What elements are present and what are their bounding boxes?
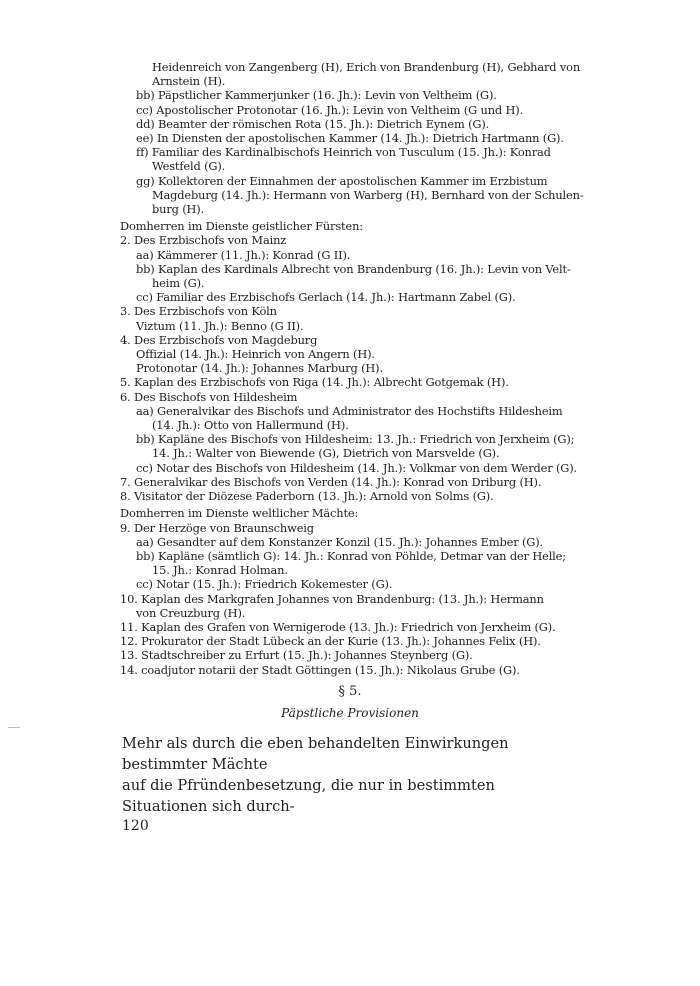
entry-line: cc) Familiar des Erzbischofs Gerlach (14. Jh.): Hartmann Zabel (G). bbox=[136, 290, 516, 305]
entry-line: Magdeburg (14. Jh.): Hermann von Warberg (H), Bernhard von der Schulen- bbox=[152, 187, 584, 202]
section-title: Päpstliche Provisionen bbox=[281, 706, 419, 720]
entry-line: von Creuzburg (H). bbox=[136, 605, 246, 620]
entry-line: Viztum (11. Jh.): Benno (G II). bbox=[136, 318, 304, 333]
entry-line: 9. Der Herzöge von Braunschweig bbox=[120, 520, 314, 535]
entry-line: bb) Kapläne (sämtlich G): 14. Jh.: Konrad von Pöhlde, Detmar van der Helle; bbox=[136, 548, 566, 563]
entry-line: heim (G). bbox=[152, 276, 205, 291]
entry-line: Domherren im Dienste weltlicher Mächte: bbox=[120, 506, 359, 521]
entry-line: bb) Päpstlicher Kammerjunker (16. Jh.): Levin von Veltheim (G). bbox=[136, 88, 497, 103]
body-paragraph bbox=[122, 733, 582, 817]
entry-line: aa) Kämmerer (11. Jh.): Konrad (G II). bbox=[136, 247, 351, 262]
entry-line: 2. Des Erzbischofs von Mainz bbox=[120, 233, 287, 248]
entry-line: 14. coadjutor notarii der Stadt Göttingen (15. Jh.): Nikolaus Grube (G). bbox=[120, 662, 520, 677]
section-number: § 5. bbox=[338, 684, 362, 699]
entry-line: Heidenreich von Zangenberg (H), Erich von Brandenburg (H), Gebhard von bbox=[152, 60, 581, 74]
body-line: auf die Pfründenbesetzung, die nur in bestimmten Situationen sich durch- bbox=[122, 777, 495, 815]
entry-line: bb) Kaplan des Kardinals Albrecht von Brandenburg (16. Jh.): Levin von Velt- bbox=[136, 261, 571, 276]
entry-line: 7. Generalvikar des Bischofs von Verden (14. Jh.): Konrad von Driburg (H). bbox=[120, 474, 542, 489]
entry-line: Offizial (14. Jh.): Heinrich von Angern (H). bbox=[136, 347, 375, 362]
entry-line: gg) Kollektoren der Einnahmen der apostolischen Kammer im Erzbistum bbox=[136, 173, 548, 188]
entry-line: 8. Visitator der Diözese Paderborn (13. Jh.): Arnold von Solms (G). bbox=[120, 489, 494, 504]
entry-line: 6. Des Bischofs von Hildesheim bbox=[120, 389, 298, 404]
entry-line: 11. Kaplan des Grafen von Wernigerode (13. Jh.): Friedrich von Jerxheim (G). bbox=[120, 619, 556, 634]
entry-line: cc) Notar des Bischofs von Hildesheim (14. Jh.): Volkmar von dem Werder (G). bbox=[136, 460, 578, 475]
entry-line: ee) In Diensten der apostolischen Kammer (14. Jh.): Dietrich Hartmann (G). bbox=[136, 131, 564, 146]
entry-line: Protonotar (14. Jh.): Johannes Marburg (H). bbox=[136, 361, 383, 376]
entry-line: 3. Des Erzbischofs von Köln bbox=[120, 304, 277, 319]
margin-mark bbox=[8, 727, 20, 728]
entry-line: Domherren im Dienste geistlicher Fürsten: bbox=[120, 219, 363, 234]
entry-line: Arnstein (H). bbox=[152, 74, 226, 89]
entry-line: 4. Des Erzbischofs von Magdeburg bbox=[120, 332, 318, 347]
entry-line: 13. Stadtschreiber zu Erfurt (15. Jh.): Johannes Steynberg (G). bbox=[120, 648, 473, 663]
entry-line: burg (H). bbox=[152, 202, 205, 217]
entry-line: Westfeld (G). bbox=[152, 159, 226, 174]
page-number: 120 bbox=[122, 818, 149, 834]
entry-line: bb) Kapläne des Bischofs von Hildesheim: 13. Jh.: Friedrich von Jerxheim (G); bbox=[136, 432, 575, 447]
entry-line: aa) Gesandter auf dem Konstanzer Konzil (15. Jh.): Johannes Ember (G). bbox=[136, 534, 543, 549]
entry-line: ff) Familiar des Kardinalbischofs Heinrich von Tusculum (15. Jh.): Konrad bbox=[136, 145, 551, 160]
entry-line: (14. Jh.): Otto von Hallermund (H). bbox=[152, 418, 349, 433]
entry-line: 5. Kaplan des Erzbischofs von Riga (14. Jh.): Albrecht Gotgemak (H). bbox=[120, 375, 509, 390]
entry-line: 15. Jh.: Konrad Holman. bbox=[152, 563, 288, 578]
entry-line: 12. Prokurator der Stadt Lübeck an der Kurie (13. Jh.): Johannes Felix (H). bbox=[120, 634, 541, 649]
entry-line: cc) Apostolischer Protonotar (16. Jh.): Levin von Veltheim (G und H). bbox=[136, 102, 524, 117]
entry-line: cc) Notar (15. Jh.): Friedrich Kokemester (G). bbox=[136, 577, 393, 592]
entry-line: dd) Beamter der römischen Rota (15. Jh.): Dietrich Eynem (G). bbox=[136, 116, 490, 131]
entry-list bbox=[120, 60, 582, 677]
entry-line: 10. Kaplan des Markgrafen Johannes von Brandenburg: (13. Jh.): Hermann bbox=[120, 591, 544, 606]
entry-line: aa) Generalvikar des Bischofs und Administrator des Hochstifts Hildesheim bbox=[136, 403, 563, 418]
body-line: Mehr als durch die eben behandelten Einwirkungen bestimmter Mächte bbox=[122, 735, 509, 773]
entry-line: 14. Jh.: Walter von Biewende (G), Dietrich von Marsvelde (G). bbox=[152, 446, 500, 461]
